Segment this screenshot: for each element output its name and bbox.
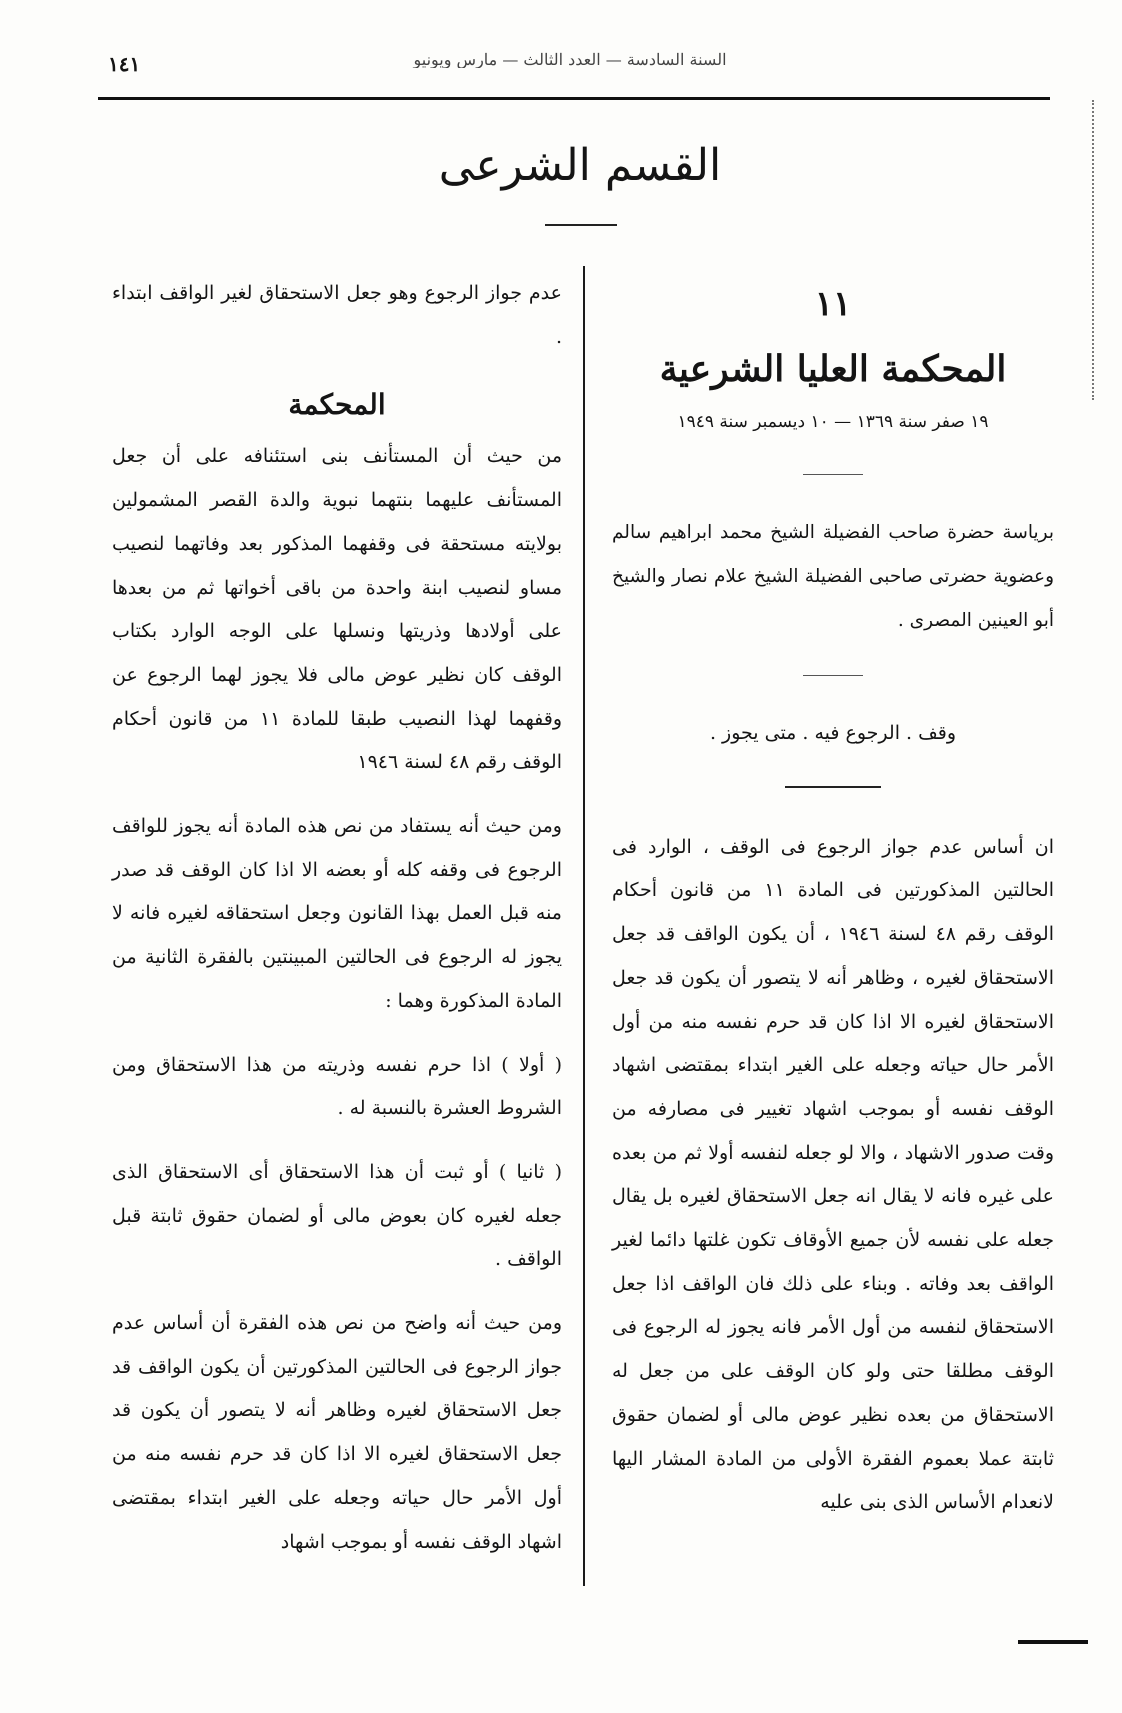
paragraph: ( أولا ) اذا حرم نفسه وذريته من هذا الاستحقاق ومن الشروط العشرة بالنسبة له . (112, 1053, 562, 1120)
case-summary (612, 826, 1054, 1525)
header-rule (98, 97, 1050, 100)
left-column (112, 272, 562, 1584)
divider-short (803, 675, 863, 676)
section-title: القسم الشرعى (438, 140, 722, 191)
court-name: المحكمة العليا الشرعية (659, 348, 1007, 390)
page-number: ١٤١ (108, 52, 141, 76)
court-date: ١٩ صفر سنة ١٣٦٩ — ١٠ ديسمبر سنة ١٩٤٩ (677, 412, 989, 432)
body-left (112, 272, 562, 1564)
intro-continuation: عدم جواز الرجوع وهو جعل الاستحقاق لغير الواقف ابتداء . (112, 282, 562, 348)
case-number: ١١ (814, 284, 852, 324)
running-head: السنة السادسة — العدد الثالث — مارس ويونيو (413, 50, 727, 68)
presidency-text: برياسة حضرة صاحب الفضيلة الشيخ محمد ابراهيم سالم وعضوية حضرتى صاحبى الفضيلة الشيخ علام نصار والشيخ أبو العينين المصرى . (612, 522, 1054, 631)
right-column (612, 272, 1054, 1525)
court-heading: المحكمة (288, 388, 386, 422)
section-title-rule (545, 224, 617, 226)
paragraph: ( ثانيا ) أو ثبت أن هذا الاستحقاق أى الاستحقاق الذى جعله لغيره كان بعوض مالى أو لضمان حقوق ثابتة قبل الواقف . (112, 1160, 562, 1271)
paragraph: ومن حيث أنه واضح من نص هذه الفقرة أن أساس عدم جواز الرجوع فى الحالتين المذكورتين أن يكون الواقف قد جعل الاستحقاق لغيره وظاهر أنه لا يتصور أن يكون قد جعل الاستحقاق لغيره الا اذا كان قد حرم نفسه منه من أول الأمر حال حياته وجعله على الغير ابتداء بمقتضى اشهاد الوقف نفسه أو بموجب اشهاد (112, 1312, 562, 1553)
paragraph: من حيث أن المستأنف بنى استئنافه على أن جعل المستأنف عليهما بنتهما نبوية والدة القصر المشمولين بولايته مستحقة فى وقفهما المذكور بعد وفاتهما لنصيب مساو لنصيب ابنة واحدة من باقى أخواتها ثم من بعدها على أولادها وذريتها ونسلها على الوجه الوارد بكتاب الوقف كان نظير عوض مالى فلا يجوز لهما الرجوع عن وقفهما لهذا النصيب طبقا للمادة ١١ من قانون أحكام الوقف رقم ٤٨ لسنة ١٩٤٦ (112, 445, 562, 774)
case-topic: وقف . الرجوع فيه . متى يجوز . (709, 722, 957, 744)
bottom-mark (1018, 1640, 1088, 1644)
summary-paragraph: ان أساس عدم جواز الرجوع فى الوقف ، الوارد فى الحالتين المذكورتين فى المادة ١١ من قانون أحكام الوقف رقم ٤٨ لسنة ١٩٤٦ ، أن يكون الواقف قد جعل الاستحقاق لغيره ، وظاهر أنه لا يتصور أن يكون قد جعل الاستحقاق لغيره الا اذا كان قد حرم نفسه منه من أول الأمر حال حياته وجعله على الغير ابتداء بمقتضى اشهاد الوقف نفسه أو بموجب اشهاد تغيير فى مصارفه من وقت صدور الاشهاد ، والا لو جعله لنفسه أولا ثم من بعده على غيره فانه لا يقال انه جعل الاستحقاق لغيره بل يقال جعله على نفسه لأن جميع الأوقاف تكون غلتها دائما لغير الواقف بعد وفاته . وبناء على ذلك فان الواقف اذا جعل الاستحقاق لنفسه من أول الأمر فانه يجوز له الرجوع فى الوقف مطلقا حتى ولو كان الوقف على من جعل له الاستحقاق من بعده نظير عوض مالى أو لضمان حقوق ثابتة عملا بعموم الفقرة الأولى من المادة المشار اليها لانعدام الأساس الذى بنى عليه (612, 835, 1054, 1514)
topic-rule (785, 786, 881, 788)
column-divider (583, 266, 585, 1586)
divider-short (803, 474, 863, 475)
page-edge-marks (1092, 100, 1097, 400)
paragraph: ومن حيث أنه يستفاد من نص هذه المادة أنه يجوز للواقف الرجوع فى وقفه كله أو بعضه الا اذا كان الوقف قد صدر منه قبل العمل بهذا القانون وجعل استحقاقه لغيره فانه لا يجوز له الرجوع فى الحالتين المبينتين بالفقرة الثانية من المادة المذكورة وهما : (112, 815, 562, 1012)
